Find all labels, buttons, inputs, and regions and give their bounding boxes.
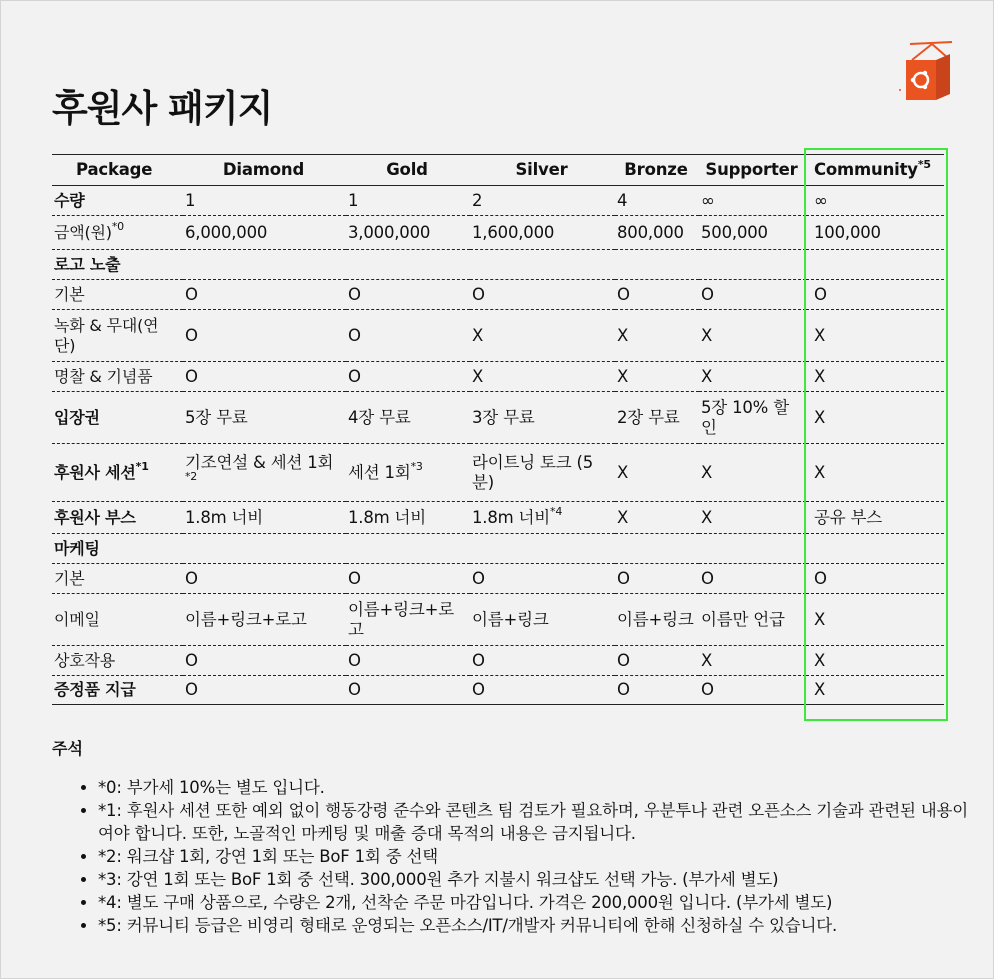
cell: 2장 무료 [615, 392, 699, 444]
header-silver: Silver [470, 155, 615, 186]
cell: O [699, 280, 806, 310]
cell: O [470, 646, 615, 676]
cell: 이름+링크+로고 [183, 594, 346, 646]
note-item: • *3: 강연 1회 또는 BoF 1회 중 선택. 300,000원 추가 지불시 워크샵도 선택 가능. (부가세 별도) [98, 868, 978, 891]
row-label: 입장권 [52, 392, 183, 444]
cell: X [806, 646, 944, 676]
note-item: • *1: 후원사 세션 또한 예외 없이 행동강령 준수와 콘텐츠 팀 검토가 필요하며, 우분투나 관련 오픈소스 기술과 관련된 내용이여야 합니다. 또한, 노골적인 마케팅 및 매출 증대 목적의 내용은 금지됩니다. [98, 799, 978, 845]
row-label: 명찰 & 기념품 [52, 362, 183, 392]
cell: 기조연설 & 세션 1회$^{*2}$ [183, 444, 346, 502]
note-item: • *4: 별도 구매 상품으로, 수량은 2개, 선착순 주문 마감입니다. 가격은 200,000원 입니다. (부가세 별도) [98, 891, 978, 914]
cell: 이름+링크 [615, 594, 699, 646]
cell: 1.8m 너비 [346, 502, 470, 534]
cell: O [183, 676, 346, 705]
cell: O [615, 280, 699, 310]
footnote-mark: *0 [111, 220, 124, 234]
cell: 1,600,000 [470, 216, 615, 250]
cell: X [615, 444, 699, 502]
notes-list [72, 776, 978, 937]
cell: 500,000 [699, 216, 806, 250]
cell: O [183, 646, 346, 676]
cell: 1 [183, 186, 346, 216]
cell: X [806, 594, 944, 646]
cell: 이름+링크 [470, 594, 615, 646]
cell: O [183, 564, 346, 594]
cell: 2 [470, 186, 615, 216]
cell: 6,000,000 [183, 216, 346, 250]
row-label: 후원사 부스 [52, 502, 183, 534]
header-gold: Gold [346, 155, 470, 186]
footnote-mark: *1 [135, 460, 149, 474]
cell: X [806, 310, 944, 362]
page-title: 후원사 패키지 [52, 87, 273, 130]
cell: O [183, 362, 346, 392]
cell: 5장 무료 [183, 392, 346, 444]
cell: O [806, 280, 944, 310]
row-label: 후원사 세션$^{*1}$ [52, 444, 183, 502]
cell: 이름만 언급 [699, 594, 806, 646]
row-label: 금액(원)$^{*0}$ [52, 216, 183, 250]
cell: 세션 1회$^{*3}$ [346, 444, 470, 502]
row-label: 수량 [52, 186, 183, 216]
cell: X [806, 362, 944, 392]
cell: X [699, 310, 806, 362]
cell: X [615, 310, 699, 362]
cell: X [699, 362, 806, 392]
cell: ∞ [699, 186, 806, 216]
cell: X [699, 502, 806, 534]
cell: O [346, 310, 470, 362]
cell: ∞ [806, 186, 944, 216]
footnote-mark: *4 [550, 505, 563, 518]
cell: O [346, 280, 470, 310]
row-label: 증정품 지급 [52, 676, 183, 705]
row-label: 이메일 [52, 594, 183, 646]
cell: 1.8m 너비 [183, 502, 346, 534]
cell: X [470, 310, 615, 362]
notes-title: 주석 [52, 739, 83, 758]
cell: X [615, 502, 699, 534]
community-column-highlight [804, 148, 948, 721]
cell: 5장 10% 할인 [699, 392, 806, 444]
row-label: 상호작용 [52, 646, 183, 676]
cell: X [699, 444, 806, 502]
cell: X [806, 676, 944, 705]
cell: X [806, 392, 944, 444]
cell: O [346, 362, 470, 392]
cell: 1 [346, 186, 470, 216]
cell: O [806, 564, 944, 594]
cell: O [615, 564, 699, 594]
footnote-mark: *5 [917, 157, 931, 171]
cell: O [183, 310, 346, 362]
cell: O [470, 676, 615, 705]
cell: X [615, 362, 699, 392]
row-label: 기본 [52, 280, 183, 310]
header-bronze: Bronze [615, 155, 699, 186]
cell: 4장 무료 [346, 392, 470, 444]
cell: 3장 무료 [470, 392, 615, 444]
cell: O [470, 280, 615, 310]
cell: O [615, 676, 699, 705]
cell: O [615, 646, 699, 676]
cell: O [183, 280, 346, 310]
cell: O [699, 564, 806, 594]
cell: 4 [615, 186, 699, 216]
cell: X [806, 444, 944, 502]
section-label: 로고 노출 [52, 250, 183, 280]
cell: 3,000,000 [346, 216, 470, 250]
cell: O [346, 564, 470, 594]
cell: X [699, 646, 806, 676]
cell: 1.8m 너비$^{*4}$ [470, 502, 615, 534]
cell: 라이트닝 토크 (5분) [470, 444, 615, 502]
cell: O [470, 564, 615, 594]
header-supporter: Supporter [699, 155, 806, 186]
footnote-mark: *3 [410, 460, 423, 473]
cell: 공유 부스 [806, 502, 944, 534]
header-community: Community$^{*5}$ [806, 155, 944, 186]
row-label: 기본 [52, 564, 183, 594]
note-item: • *0: 부가세 10%는 별도 입니다. [98, 776, 978, 799]
cell: O [346, 676, 470, 705]
ubuntu-bag-logo-icon [896, 40, 954, 104]
section-label: 마케팅 [52, 534, 183, 564]
note-item: • *5: 커뮤니티 등급은 비영리 형태로 운영되는 오픈소스/IT/개발자 커뮤니티에 한해 신청하실 수 있습니다. [98, 914, 978, 937]
cell: 800,000 [615, 216, 699, 250]
cell: O [699, 676, 806, 705]
header-diamond: Diamond [183, 155, 346, 186]
cell: O [346, 646, 470, 676]
cell: 이름+링크+로고 [346, 594, 470, 646]
row-label: 녹화 & 무대(연단) [52, 310, 183, 362]
header-package: Package [52, 155, 183, 186]
note-item: • *2: 워크샵 1회, 강연 1회 또는 BoF 1회 중 선택 [98, 845, 978, 868]
cell: 100,000 [806, 216, 944, 250]
cell: X [470, 362, 615, 392]
footnote-mark: *2 [185, 470, 198, 483]
